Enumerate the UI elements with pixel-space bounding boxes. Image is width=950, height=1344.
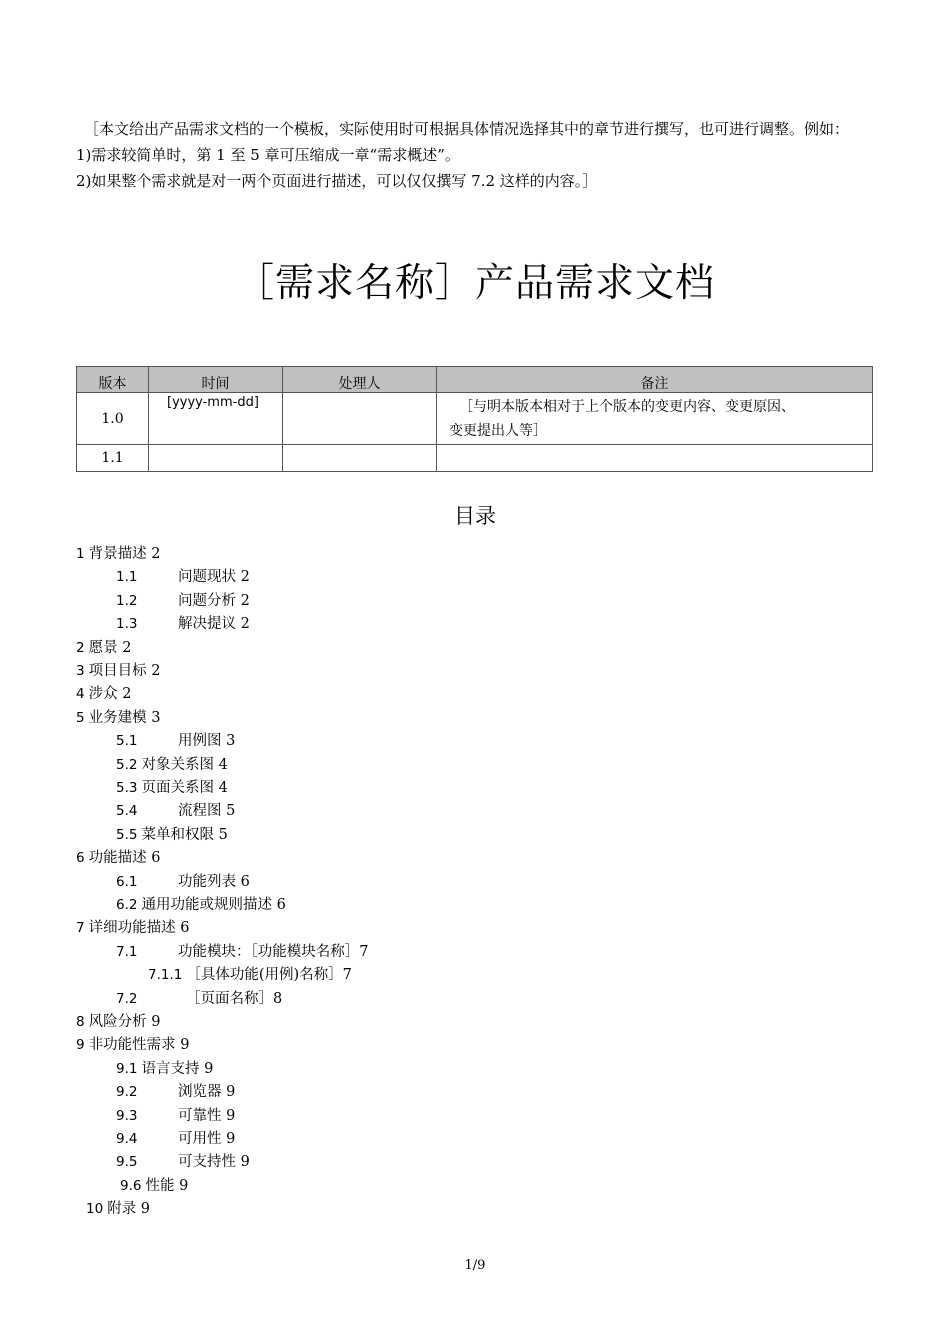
toc-item-text: 可用性 9	[178, 1131, 236, 1147]
cell-time: [yyyy-mm-dd]	[149, 393, 283, 445]
cell-handler	[283, 445, 437, 472]
intro-line-3: 2)如果整个需求就是对一两个页面进行描述，可以仅仅撰写 7.2 这样的内容。］	[76, 172, 598, 190]
toc-item-text: 详细功能描述 6	[88, 920, 190, 936]
toc-item[interactable]	[116, 614, 250, 634]
toc-item-number: 9.6	[120, 1178, 142, 1194]
toc-item-number: 5.5	[116, 827, 138, 843]
toc-item[interactable]	[76, 684, 131, 704]
note-line-1: ［与明本版本相对于上个版本的变更内容、变更原因、	[459, 399, 795, 415]
toc-item[interactable]	[76, 1012, 160, 1032]
toc-item-text: 非功能性需求 9	[88, 1037, 190, 1053]
toc-item-number: 4	[76, 686, 85, 702]
toc-item[interactable]	[76, 544, 160, 564]
toc-item-number: 5	[76, 710, 85, 726]
toc-item-number: 2	[76, 640, 85, 656]
toc-item-number: 5.3	[116, 780, 138, 796]
cell-note	[437, 393, 873, 445]
toc-item-text: 菜单和权限 5	[141, 827, 228, 843]
cell-version: 1.0	[77, 393, 149, 445]
toc-item[interactable]	[116, 1152, 250, 1172]
toc-item-text: 可靠性 9	[178, 1108, 236, 1124]
toc-item[interactable]	[116, 1082, 235, 1102]
toc-item-number: 5.4	[116, 803, 138, 819]
toc-item-text: 风险分析 9	[88, 1014, 161, 1030]
cell-version: 1.1	[77, 445, 149, 472]
toc-item-text: 业务建模 3	[88, 710, 161, 726]
toc-item[interactable]	[116, 989, 282, 1009]
cell-time	[149, 445, 283, 472]
version-table	[76, 366, 873, 472]
toc-item-number: 9	[76, 1037, 85, 1053]
toc-item[interactable]	[76, 918, 189, 938]
toc-item-text: 流程图 5	[178, 803, 236, 819]
toc-item-number: 9.4	[116, 1131, 138, 1147]
header-version: 版本	[77, 367, 149, 393]
toc-item[interactable]	[76, 661, 160, 681]
toc-item-text: ［具体功能(用例)名称］7	[186, 967, 352, 983]
toc-item-text: 通用功能或规则描述 6	[141, 897, 286, 913]
toc-item-text: 涉众 2	[88, 686, 132, 702]
toc-item-number: 6.2	[116, 897, 138, 913]
toc-item-number: 1.3	[116, 616, 138, 632]
toc-item-text: 性能 9	[145, 1178, 189, 1194]
toc-item-number: 1	[76, 546, 85, 562]
toc-item-text: 浏览器 9	[178, 1084, 236, 1100]
intro-note	[76, 116, 876, 194]
toc-item-number: 7.1.1	[148, 967, 183, 983]
version-table-header	[77, 367, 873, 393]
toc-item-number: 6.1	[116, 874, 138, 890]
toc-item[interactable]	[120, 1176, 188, 1196]
header-handler: 处理人	[283, 367, 437, 393]
toc-item[interactable]	[116, 731, 235, 751]
toc-item-number: 9.5	[116, 1154, 138, 1170]
toc-item-number: 1.2	[116, 593, 138, 609]
toc-item-number: 10	[86, 1201, 104, 1217]
toc-item-text: 解决提议 2	[178, 616, 250, 632]
toc-item[interactable]	[76, 638, 131, 658]
toc-title: 目录	[454, 504, 496, 528]
toc-item[interactable]	[116, 942, 368, 962]
toc-item-text: 功能列表 6	[178, 874, 250, 890]
document-title: ［需求名称］产品需求文档	[234, 261, 715, 306]
toc-item[interactable]	[116, 801, 235, 821]
toc-item-text: 页面关系图 4	[141, 780, 228, 796]
toc-item[interactable]	[116, 567, 250, 587]
toc-item[interactable]	[76, 708, 160, 728]
toc-item-number: 9.2	[116, 1084, 138, 1100]
table-row	[77, 393, 873, 445]
toc-item-text: 对象关系图 4	[141, 757, 228, 773]
toc-item-number: 7.2	[116, 991, 138, 1007]
toc-item-number: 5.2	[116, 757, 138, 773]
toc-item-text: 用例图 3	[178, 733, 236, 749]
toc-item[interactable]	[116, 872, 250, 892]
toc-item[interactable]	[116, 591, 250, 611]
toc-item-number: 6	[76, 850, 85, 866]
toc-item-text: 功能模块：［功能模块名称］7	[178, 944, 369, 960]
toc-item[interactable]	[116, 755, 228, 775]
header-note: 备注	[437, 367, 873, 393]
intro-line-1: ［本文给出产品需求文档的一个模板，实际使用时可根据具体情况选择其中的章节进行撰写，也可进行调整。例如：	[84, 120, 850, 138]
toc-item-number: 9.1	[116, 1061, 138, 1077]
toc-item[interactable]	[116, 825, 228, 845]
cell-handler	[283, 393, 437, 445]
toc-item-text: 背景描述 2	[88, 546, 161, 562]
toc-item[interactable]	[86, 1199, 150, 1219]
toc-item-number: 5.1	[116, 733, 138, 749]
header-time: 时间	[149, 367, 283, 393]
toc-item-number: 7.1	[116, 944, 138, 960]
intro-line-2: 1)需求较简单时，第 1 至 5 章可压缩成一章“需求概述”。	[76, 146, 460, 164]
toc-item-text: 项目目标 2	[88, 663, 161, 679]
toc-item[interactable]	[116, 895, 286, 915]
toc-item[interactable]	[76, 848, 160, 868]
toc-item-text: 语言支持 9	[141, 1061, 214, 1077]
toc-item-text: 附录 9	[107, 1201, 151, 1217]
toc-item[interactable]	[116, 1129, 235, 1149]
toc-item-text: 愿景 2	[88, 640, 132, 656]
toc-item[interactable]	[76, 1035, 189, 1055]
toc-item-text: ［页面名称］8	[186, 991, 283, 1007]
toc-item-text: 问题现状 2	[178, 569, 250, 585]
toc-item-number: 9.3	[116, 1108, 138, 1124]
toc-item-text: 问题分析 2	[178, 593, 250, 609]
page-number: 1/9	[464, 1258, 486, 1273]
toc-item[interactable]	[148, 965, 352, 985]
table-row	[77, 445, 873, 472]
toc-item[interactable]	[116, 1106, 235, 1126]
toc-item-text: 功能描述 6	[88, 850, 161, 866]
toc-item[interactable]	[116, 778, 228, 798]
cell-note	[437, 445, 873, 472]
note-line-2: 变更提出人等］	[449, 423, 547, 439]
toc-item-number: 7	[76, 920, 85, 936]
toc-item-number: 8	[76, 1014, 85, 1030]
toc-item[interactable]	[116, 1059, 213, 1079]
toc-item-number: 3	[76, 663, 85, 679]
toc-item-number: 1.1	[116, 569, 138, 585]
toc-item-text: 可支持性 9	[178, 1154, 250, 1170]
